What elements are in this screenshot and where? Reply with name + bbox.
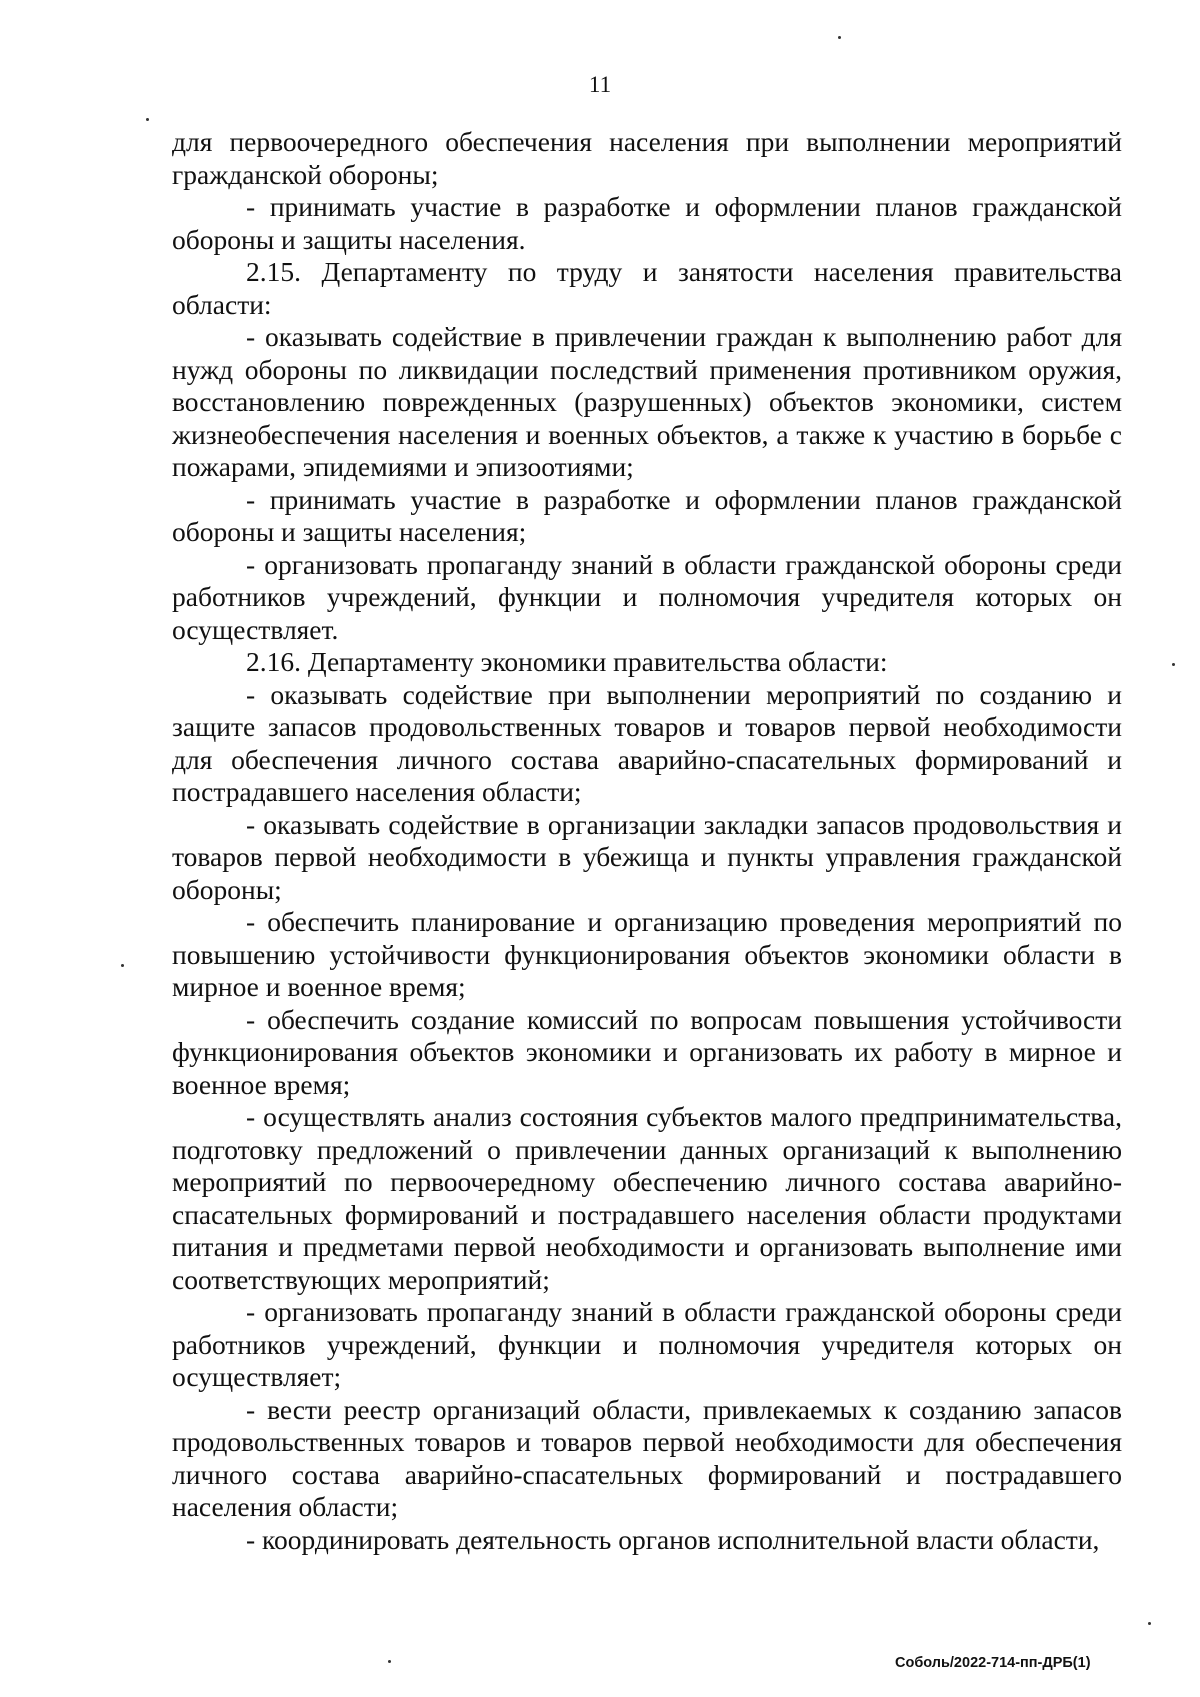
- list-item: - оказывать содействие в привлечении граждан к выполнению работ для нужд обороны по ликвидации последствий применения противником оружия, восстановлению поврежденных (разрушенных) объектов экономики, систем жизнеобеспечения населения и военных объектов, а также к участию в борьбе с пожарами, эпидемиями и эпизоотиями;: [172, 321, 1122, 482]
- list-item: - оказывать содействие при выполнении мероприятий по созданию и защите запасов продовольственных товаров и товаров первой необходимости для обеспечения личного состава аварийно-спасательных формирований и пострадавшего населения области;: [172, 678, 1122, 807]
- list-item: - организовать пропаганду знаний в области гражданской обороны среди работников учреждений, функции и полномочия учредителя которых он осуществляет;: [172, 1296, 1122, 1392]
- document-code: Соболь/2022-714-пп-ДРБ(1): [895, 1655, 1091, 1671]
- scan-speck: [146, 118, 149, 121]
- document-body: [172, 126, 1122, 1556]
- scan-speck: [388, 1660, 391, 1663]
- section-heading: 2.16. Департаменту экономики правительства области:: [246, 646, 888, 677]
- list-item: - вести реестр организаций области, привлекаемых к созданию запасов продовольственных товаров и товаров первой необходимости для обеспечения личного состава аварийно-спасательных формирований и пострадавшего населения области;: [172, 1393, 1122, 1522]
- list-item: - обеспечить создание комиссий по вопросам повышения устойчивости функционирования объектов экономики и организовать их работу в мирное и военное время;: [172, 1003, 1122, 1100]
- scan-speck: [1172, 663, 1175, 666]
- scan-speck: [838, 36, 841, 39]
- scan-speck: [1148, 1622, 1151, 1625]
- list-item: - организовать пропаганду знаний в области гражданской обороны среди работников учреждений, функции и полномочия учредителя которых он осуществляет.: [172, 548, 1122, 645]
- paragraph-continuation: для первоочередного обеспечения населения при выполнении мероприятий гражданской обороны;: [172, 126, 1122, 190]
- section-heading: 2.15. Департаменту по труду и занятости населения правительства области:: [172, 256, 1122, 320]
- page-number: 11: [588, 72, 612, 97]
- list-item: - принимать участие в разработке и оформлении планов гражданской обороны и защиты населения.: [172, 191, 1122, 255]
- list-item: - принимать участие в разработке и оформлении планов гражданской обороны и защиты населения;: [172, 483, 1122, 547]
- list-item: - оказывать содействие в организации закладки запасов продовольствия и товаров первой необходимости в убежища и пункты управления гражданской обороны;: [172, 808, 1122, 905]
- list-item: - обеспечить планирование и организацию проведения мероприятий по повышению устойчивости функционирования объектов экономики области в мирное и военное время;: [172, 906, 1122, 1002]
- list-item: - осуществлять анализ состояния субъектов малого предпринимательства, подготовку предложений о привлечении данных организаций к выполнению мероприятий по первоочередному обеспечению личного состава аварийно-спасательных формирований и пострадавшего населения области продуктами питания и предметами первой необходимости и организовать выполнение ими соответствующих мероприятий;: [172, 1101, 1122, 1295]
- scan-speck: [121, 964, 124, 967]
- list-item: - координировать деятельность органов исполнительной власти области,: [246, 1523, 1100, 1555]
